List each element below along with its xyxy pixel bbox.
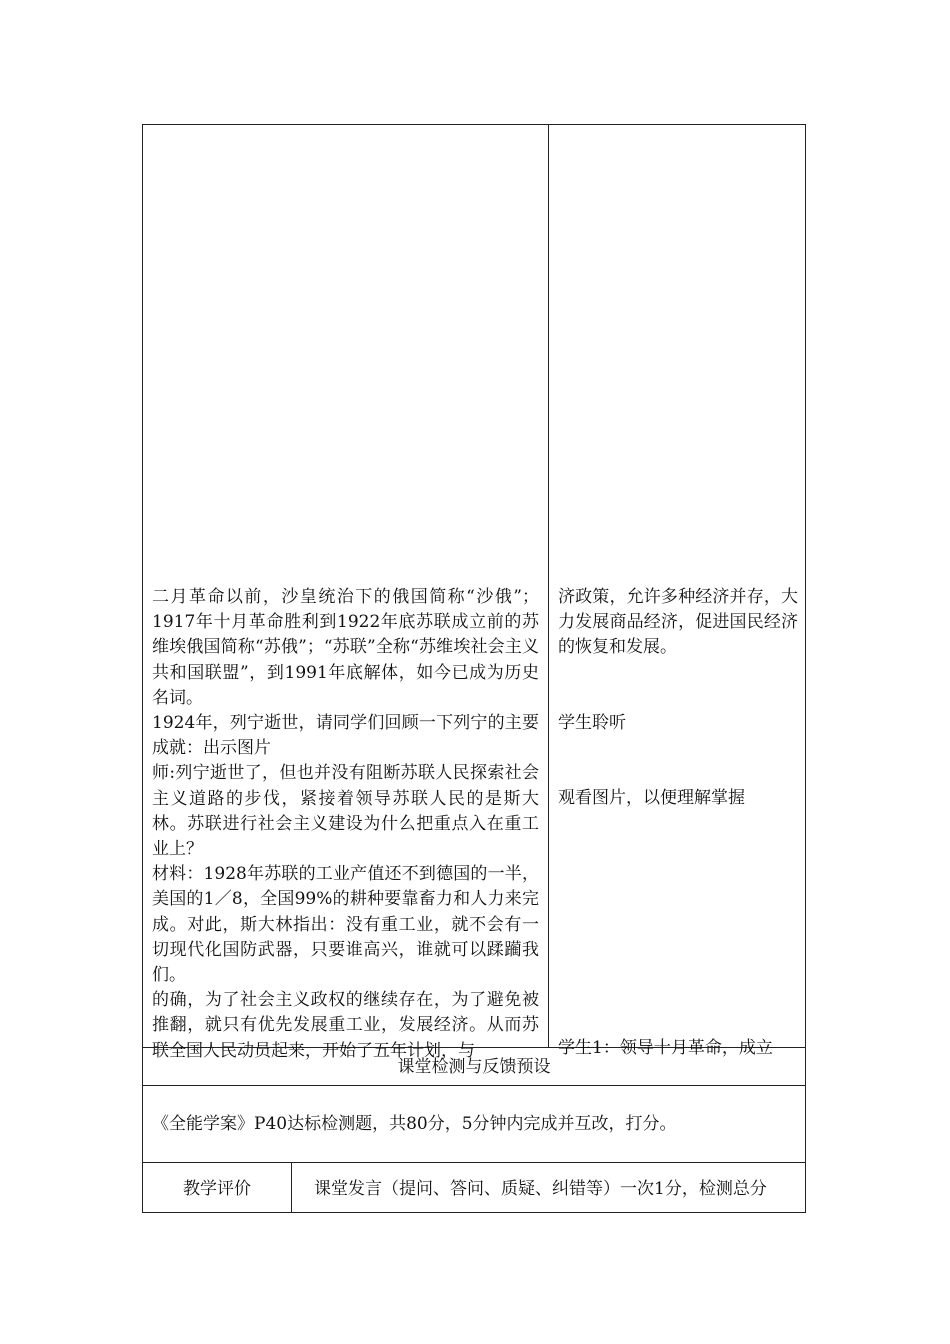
student1-text: 学生1：领导十月革命，成立 (558, 1038, 773, 1058)
evaluation-label: 教学评价 (183, 1179, 251, 1199)
feedback-title: 课堂检测与反馈预设 (397, 1057, 551, 1077)
lesson-content-text (152, 585, 539, 1064)
feedback-title-bottom-border (142, 1085, 806, 1086)
paragraph-material: 材料：1928年苏联的工业产值还不到德国的一半，美国的1／8，全国99%的耕种要靠畜力和人力来完成。对此，斯大林指出：没有重工业，就不会有一切现代化国防武器，只要谁高兴，谁就可以蹂躏我们。 (152, 864, 539, 986)
feedback-content: 《全能学案》P40达标检测题，共80分，5分钟内完成并互改，打分。 (152, 1114, 677, 1134)
listen-text: 学生聆听 (558, 713, 626, 733)
evaluation-content: 课堂发言（提问、答问、质疑、纠错等）一次1分，检测总分 (314, 1179, 767, 1199)
student-activity-cell (549, 585, 805, 1058)
table-top-border (142, 124, 806, 125)
lesson-content-cell (143, 585, 548, 1061)
paragraph-lenin: 1924年，列宁逝世，请同学们回顾一下列宁的主要成就：出示图片 (152, 713, 539, 759)
evaluation-divider (291, 1162, 292, 1213)
paragraph-country-names: 二月革命以前，沙皇统治下的俄国简称“沙俄”；1917年十月革命胜利到1922年底苏联成立前的苏维埃俄国简称“苏俄”；“苏联”全称“苏维埃社会主义共和国联盟”，到1991年底解体，如今已成为历史名词。 (152, 587, 539, 708)
evaluation-row-top-border (142, 1162, 806, 1163)
watch-text: 观看图片，以便理解掌握 (558, 788, 745, 808)
paragraph-stalin: 师:列宁逝世了，但也并没有阻断苏联人民探索社会主义道路的步伐，紧接着领导苏联人民的是斯大林。苏联进行社会主义建设为什么把重点入在重工业上？ (152, 763, 539, 860)
paragraph-conclusion: 的确，为了社会主义政权的继续存在，为了避免被推翻，就只有优先发展重工业，发展经济。从而苏联全国人民动员起来，开始了五年计划，与 (152, 990, 539, 1061)
table-bottom-border (142, 1212, 806, 1213)
policy-text: 济政策，允许多种经济并存，大力发展商品经济，促进国民经济的恢复和发展。 (558, 587, 798, 658)
